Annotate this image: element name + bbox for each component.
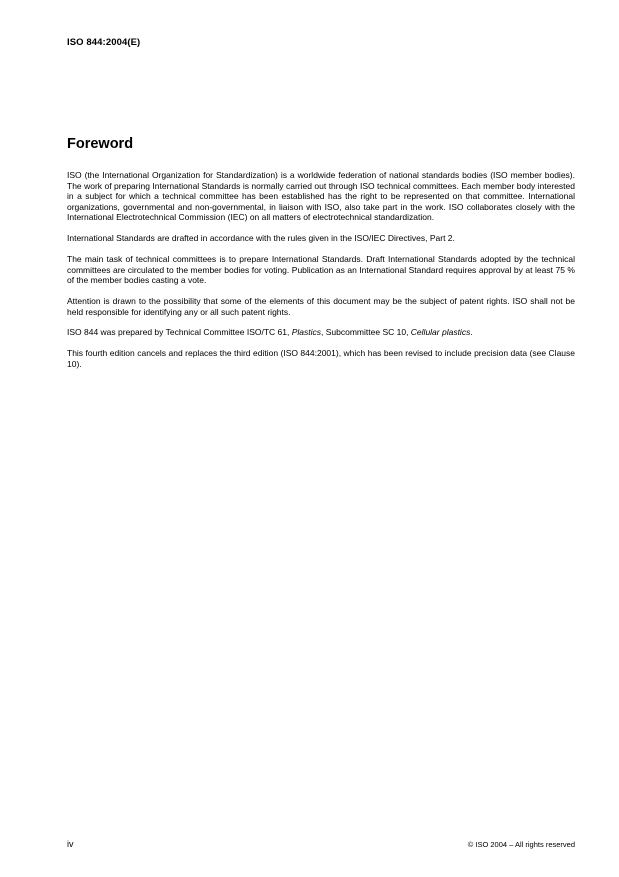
prepared-by-text-3: .: [470, 327, 473, 338]
page-number: iv: [67, 839, 74, 849]
foreword-body: [67, 170, 575, 379]
paragraph-technical-committees: The main task of technical committees is to prepare International Standards. Draft International Standards adopted by the technical committees are circulated to the member bodies for voting. Publication as an International Standard requires approval by at least 75 % of the member bodies casting a vote.: [67, 253, 575, 286]
paragraph-drafting-rules: International Standards are drafted in accordance with the rules given in the ISO/IEC Directives, Part 2.: [67, 233, 455, 244]
prepared-by-italic-cellular-plastics: Cellular plastics: [410, 327, 471, 338]
document-id-header: ISO 844:2004(E): [67, 37, 141, 48]
page-title: Foreword: [67, 136, 134, 152]
prepared-by-text-1: ISO 844 was prepared by Technical Committee ISO/TC 61,: [67, 327, 292, 338]
prepared-by-italic-plastics: Plastics: [291, 327, 322, 338]
prepared-by-text-2: , Subcommittee SC 10,: [321, 327, 411, 338]
copyright-notice: © ISO 2004 – All rights reserved: [467, 840, 575, 849]
paragraph-iso-intro: ISO (the International Organization for Standardization) is a worldwide federation of national standards bodies (ISO member bodies). The work of preparing International Standards is normally carried out through ISO technical committees. Each member body interested in a subject for which a technical committee has been established has the right to be represented on that committee. International organizations, governmental and non-governmental, in liaison with ISO, also take part in the work. ISO collaborates closely with the International Electrotechnical Commission (IEC) on all matters of electrotechnical standardization.: [67, 170, 575, 223]
paragraph-edition-note: This fourth edition cancels and replaces the third edition (ISO 844:2001), which has been revised to include precision data (see Clause 10).: [67, 348, 575, 369]
paragraph-patent-rights: Attention is drawn to the possibility that some of the elements of this document may be the subject of patent rights. ISO shall not be held responsible for identifying any or all such patent rights.: [67, 295, 575, 317]
paragraph-prepared-by: [67, 327, 575, 338]
